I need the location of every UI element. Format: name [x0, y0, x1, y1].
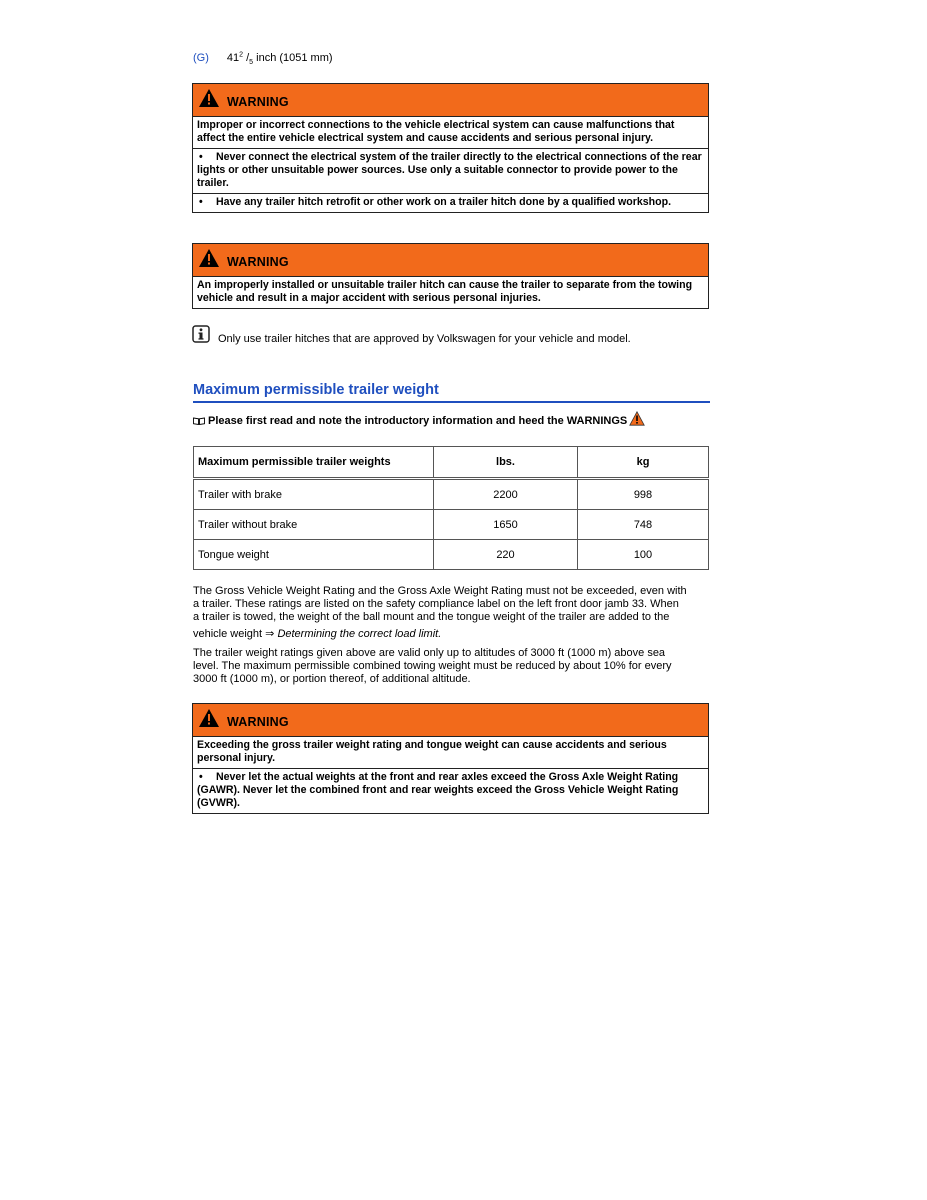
table-cell: Trailer without brake [194, 510, 434, 540]
warning-text: Exceeding the gross trailer weight rating and tongue weight can cause accidents and serious personal injury. [193, 737, 708, 769]
column-header: lbs. [434, 447, 578, 479]
warning-triangle-icon [198, 248, 220, 268]
table-cell: 998 [578, 479, 709, 510]
warning-header [193, 244, 708, 277]
table-row [194, 479, 709, 510]
paragraph-line: a trailer. These ratings are listed on the safety compliance label on the left front door jamb 33. When [193, 598, 679, 610]
table-cell: Trailer with brake [194, 479, 434, 510]
paragraph-line: a trailer is towed, the weight of the ball mount and the tongue weight of the trailer are added to the [193, 611, 670, 623]
table-cell: 2200 [434, 479, 578, 510]
section-divider [193, 401, 710, 403]
paragraph-line: The Gross Vehicle Weight Rating and the Gross Axle Weight Rating must not be exceeded, even with [193, 585, 687, 597]
warning-triangle-icon [198, 708, 220, 728]
table-cell: Tongue weight [194, 540, 434, 570]
intro-line [193, 411, 645, 427]
warning-title: WARNING [227, 715, 289, 729]
note-text: Only use trailer hitches that are approved by Volkswagen for your vehicle and model. [218, 333, 631, 345]
warning-triangle-icon [198, 88, 220, 108]
table-row [194, 510, 709, 540]
paragraph-line: vehicle weight ⇒ Determining the correct load limit. [193, 628, 442, 640]
warning-title: WARNING [227, 95, 289, 109]
column-header: kg [578, 447, 709, 479]
table-cell: 100 [578, 540, 709, 570]
warning-header [193, 84, 708, 117]
warning-title: WARNING [227, 255, 289, 269]
warning-text: Improper or incorrect connections to the vehicle electrical system can cause malfunctions that affect the entire vehicle electrical system and cause accidents and serious personal injury. [193, 117, 708, 149]
book-icon [193, 417, 205, 425]
warning-bullet: • Never connect the electrical system of the trailer directly to the electrical connections of the rear lights or other unsuitable power sources. Use only a suitable connector to provide power to the trailer. [193, 149, 708, 194]
warning-header [193, 704, 708, 737]
warning-box-electrical [192, 83, 709, 213]
warning-bullet: • Never let the actual weights at the front and rear axles exceed the Gross Axle Weight Rating (GAWR). Never let the combined front and rear weights exceed the Gross Vehicle Weight Rating (GVWR). [197, 771, 679, 809]
warning-triangle-icon [629, 411, 645, 426]
section-title: Maximum permissible trailer weight [193, 382, 439, 398]
warning-box-hitch [192, 243, 709, 309]
info-icon [192, 325, 210, 343]
warning-text: An improperly installed or unsuitable trailer hitch can cause the trailer to separate from the towing vehicle and result in a major accident with serious personal injuries. [197, 279, 693, 304]
dimension-value: $41^2$ $/_5$ inch (1051 mm) [226, 51, 333, 66]
trailer-weights-table [193, 446, 709, 570]
warning-bullet: • Have any trailer hitch retrofit or other work on a trailer hitch done by a qualified workshop. [199, 196, 672, 208]
cross-reference-link[interactable]: Determining the correct load limit. [277, 628, 442, 640]
table-row [194, 540, 709, 570]
column-header: Maximum permissible trailer weights [194, 447, 434, 479]
dimension-line [193, 51, 333, 66]
dimension-label: (G) [193, 51, 209, 64]
table-cell: 1650 [434, 510, 578, 540]
table-cell: 748 [578, 510, 709, 540]
table-cell: 220 [434, 540, 578, 570]
paragraph-gvwr [193, 585, 713, 641]
table-header-row [194, 447, 709, 479]
warning-box-weight [192, 703, 709, 814]
intro-text: Please first read and note the introductory information and heed the WARNINGS [208, 415, 628, 427]
paragraph-altitude: The trailer weight ratings given above are valid only up to altitudes of 3000 ft (1000 m) above sea level. The maximum permissible combined towing weight must be reduced by about 10% for every 3000 ft (1000 m), or portion thereof, of additional altitude. [193, 647, 672, 685]
